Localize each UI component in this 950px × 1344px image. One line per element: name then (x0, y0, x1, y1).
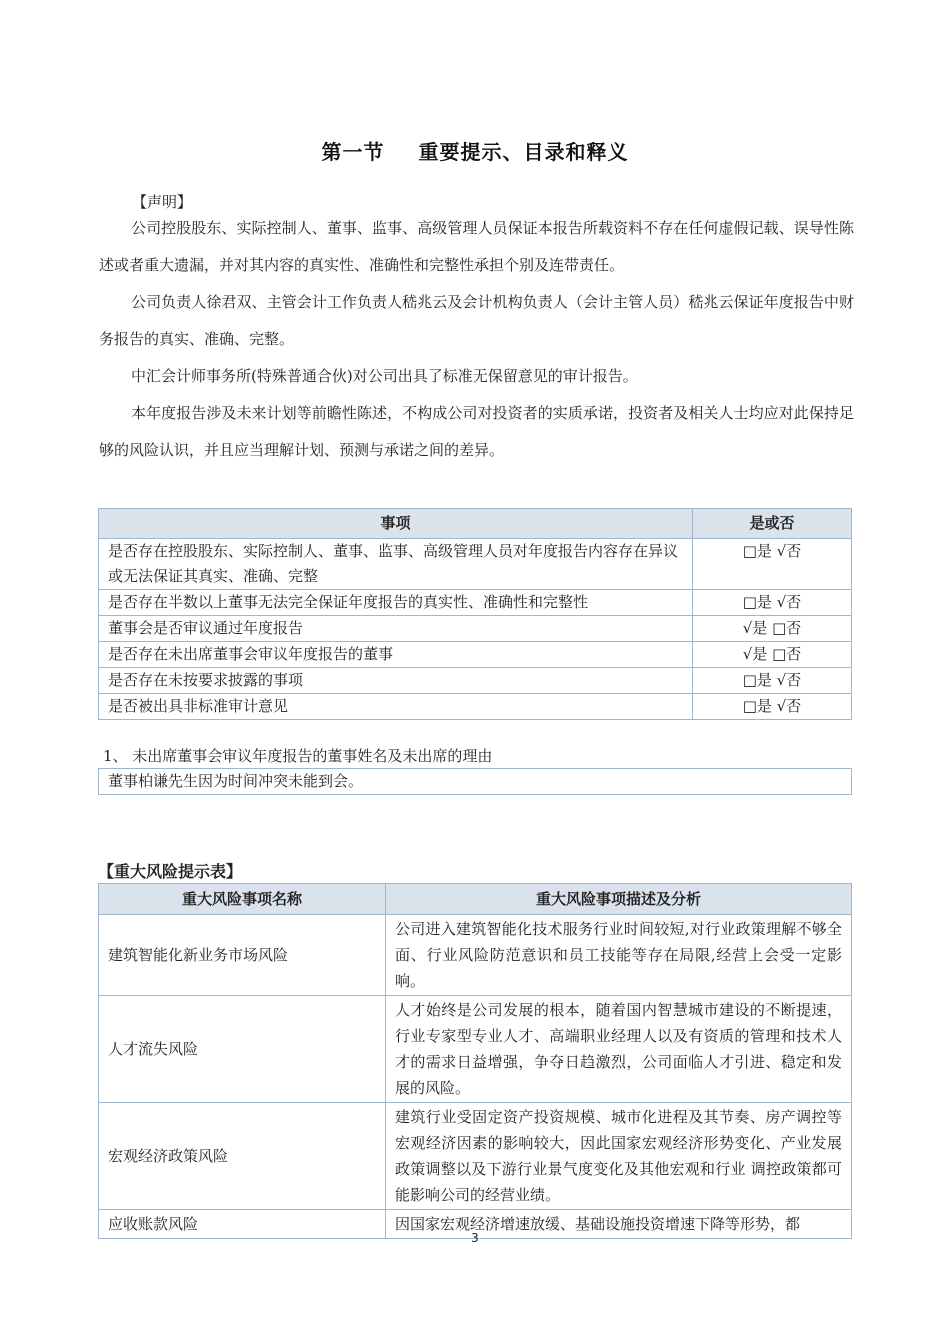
table-row (99, 996, 852, 1103)
matter-item: 是否存在未出席董事会审议年度报告的董事 (99, 642, 693, 668)
section-label: 第一节 (321, 140, 385, 164)
absent-director-reason: 董事柏谦先生因为时间冲突未能到会。 (99, 769, 852, 795)
matters-header-row (99, 509, 852, 539)
table-row (99, 642, 852, 668)
risk-name: 建筑智能化新业务市场风险 (99, 915, 386, 996)
risk-header-name: 重大风险事项名称 (99, 884, 386, 915)
absent-director-table (98, 768, 852, 795)
matters-header-answer: 是或否 (693, 509, 852, 539)
matter-answer: √是 □否 (693, 616, 852, 642)
matter-answer: □是 √否 (693, 668, 852, 694)
matter-item: 董事会是否审议通过年度报告 (99, 616, 693, 642)
section-title (0, 136, 950, 165)
matters-table (98, 508, 852, 720)
table-row (99, 1103, 852, 1210)
risk-desc: 建筑行业受固定资产投资规模、城市化进程及其节奏、房产调控等宏观经济因素的影响较大，因此国家宏观经济形势变化、产业发展政策调整以及下游行业景气度变化及其他宏观和行业 调控政策都可能影响公司的经营业绩。 (386, 1103, 852, 1210)
risk-desc: 因国家宏观经济增速放缓、基础设施投资增速下降等形势，都 (386, 1210, 852, 1239)
risk-table (98, 883, 852, 1239)
matter-item: 是否存在控股股东、实际控制人、董事、监事、高级管理人员对年度报告内容存在异议或无法保证其真实、准确、完整 (99, 539, 693, 590)
table-row (99, 616, 852, 642)
table-row (99, 668, 852, 694)
risk-header-row (99, 884, 852, 915)
matter-item: 是否存在未按要求披露的事项 (99, 668, 693, 694)
risk-desc: 人才始终是公司发展的根本，随着国内智慧城市建设的不断提速，行业专家型专业人才、高端职业经理人以及有资质的管理和技术人才的需求日益增强，争夺日趋激烈，公司面临人才引进、稳定和发展的风险。 (386, 996, 852, 1103)
matter-answer: □是 √否 (693, 539, 852, 590)
matters-header-item: 事项 (99, 509, 693, 539)
declaration-paragraph-2: 公司负责人徐君双、主管会计工作负责人嵇兆云及会计机构负责人（会计主管人员）嵇兆云保证年度报告中财务报告的真实、准确、完整。 (99, 293, 854, 348)
absent-director-heading: 1、 未出席董事会审议年度报告的董事姓名及未出席的理由 (103, 747, 493, 765)
matter-answer: □是 √否 (693, 590, 852, 616)
table-row (99, 694, 852, 720)
risk-name: 人才流失风险 (99, 996, 386, 1103)
page-number: 3 (471, 1231, 479, 1245)
table-row (99, 590, 852, 616)
matter-answer: □是 √否 (693, 694, 852, 720)
table-row (99, 915, 852, 996)
declaration-paragraph-1: 公司控股股东、实际控制人、董事、监事、高级管理人员保证本报告所载资料不存在任何虚假记载、误导性陈述或者重大遗漏，并对其内容的真实性、准确性和完整性承担个别及连带责任。 (99, 219, 854, 274)
risk-name: 宏观经济政策风险 (99, 1103, 386, 1210)
declaration-paragraph-3: 中汇会计师事务所(特殊普通合伙)对公司出具了标准无保留意见的审计报告。 (131, 367, 638, 385)
risk-table-title: 【重大风险提示表】 (98, 862, 243, 881)
risk-name: 应收账款风险 (99, 1210, 386, 1239)
section-heading: 重要提示、目录和释义 (418, 140, 629, 164)
table-row (99, 769, 852, 795)
declaration-label: 【声明】 (132, 193, 193, 211)
declaration-paragraph-4: 本年度报告涉及未来计划等前瞻性陈述，不构成公司对投资者的实质承诺，投资者及相关人士均应对此保持足够的风险认识，并且应当理解计划、预测与承诺之间的差异。 (99, 404, 854, 459)
table-row (99, 539, 852, 590)
risk-desc: 公司进入建筑智能化技术服务行业时间较短,对行业政策理解不够全面、行业风险防范意识和员工技能等存在局限,经营上会受一定影响。 (386, 915, 852, 996)
matter-answer: √是 □否 (693, 642, 852, 668)
matter-item: 是否被出具非标准审计意见 (99, 694, 693, 720)
matter-item: 是否存在半数以上董事无法完全保证年度报告的真实性、准确性和完整性 (99, 590, 693, 616)
risk-header-desc: 重大风险事项描述及分析 (386, 884, 852, 915)
